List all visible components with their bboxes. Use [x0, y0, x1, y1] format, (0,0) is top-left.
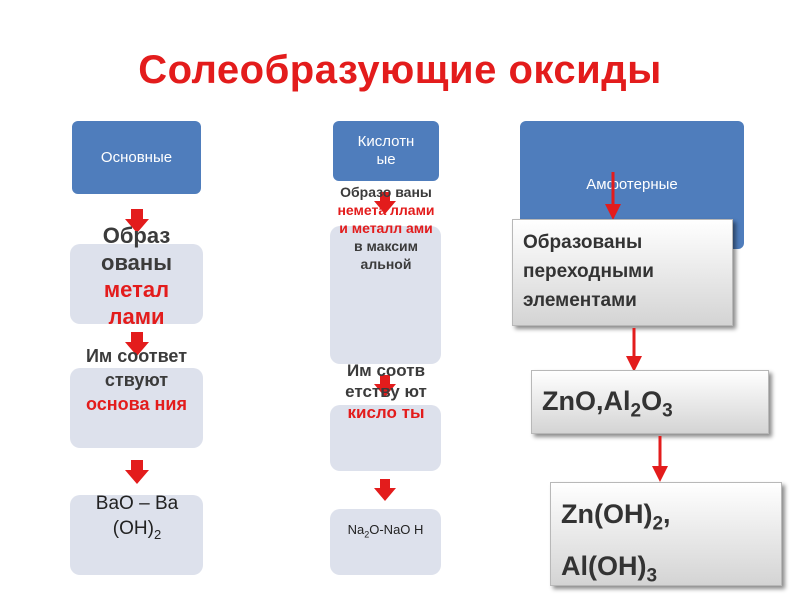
basic-correspond-text [74, 344, 199, 416]
amphoteric-hydroxides-b: , [663, 499, 671, 529]
page-title: Солеобразующие оксиды [138, 48, 662, 92]
basic-example-formula: BaO – Ba (OH) [95, 493, 179, 539]
amphoteric-hydroxides-sub2: 3 [646, 565, 658, 587]
arrow-down-icon [624, 328, 644, 372]
amphoteric-oxides-a: ZnO,Al [542, 386, 631, 416]
amphoteric-formed-box [512, 219, 733, 326]
basic-example-sub: 2 [153, 526, 162, 542]
acidic-example-text [338, 521, 433, 544]
amphoteric-oxides-sub2: 3 [662, 400, 673, 422]
acidic-example-a: Na [347, 522, 365, 537]
amphoteric-header-label: Амфотерные [586, 176, 678, 193]
acidic-correspond-text [334, 360, 438, 423]
amphoteric-hydroxides-c: Al(OH) [561, 551, 647, 582]
amphoteric-hydroxides-a: Zn(OH) [561, 499, 653, 529]
basic-formed-prefix: Образ ованы [101, 223, 172, 275]
acidic-formed-suffix: в максим альной [353, 238, 419, 272]
basic-formed-text [74, 222, 199, 330]
acidic-formed-text [336, 183, 436, 273]
acidic-example-sub: 2 [364, 529, 370, 540]
amphoteric-hydroxides-box [550, 482, 782, 586]
amphoteric-oxides-box [531, 370, 769, 434]
acidic-correspond-highlight: кисло ты [347, 403, 425, 422]
acidic-header-label: Кислотн ые [357, 133, 415, 168]
amphoteric-hydroxides-line2 [561, 545, 771, 597]
arrow-down-icon [374, 479, 396, 501]
acidic-header [333, 121, 439, 181]
acidic-formed-prefix: Образо ваны [340, 184, 432, 200]
arrow-down-icon [603, 172, 623, 220]
basic-header-label: Основные [100, 148, 173, 166]
acidic-example-b: O-NaO H [369, 522, 424, 537]
acidic-formed-highlight: немета ллами и металл ами [337, 202, 435, 236]
acidic-correspond-prefix: Им соотв етству ют [345, 361, 427, 401]
basic-header [72, 121, 201, 194]
basic-correspond-prefix: Им соответ ствуют [85, 346, 188, 390]
arrow-down-icon [650, 436, 670, 482]
amphoteric-formed-text: Образованы переходными элементами [523, 232, 654, 311]
amphoteric-hydroxides-line1 [561, 493, 771, 545]
basic-example-text [82, 491, 192, 547]
basic-correspond-highlight: основа ния [86, 394, 187, 414]
basic-formed-highlight: метал лами [103, 277, 170, 329]
amphoteric-oxides-sub1: 2 [630, 400, 642, 422]
arrow-down-icon [125, 460, 149, 484]
amphoteric-oxides-b: O [641, 386, 663, 416]
amphoteric-hydroxides-sub1: 2 [652, 513, 664, 535]
